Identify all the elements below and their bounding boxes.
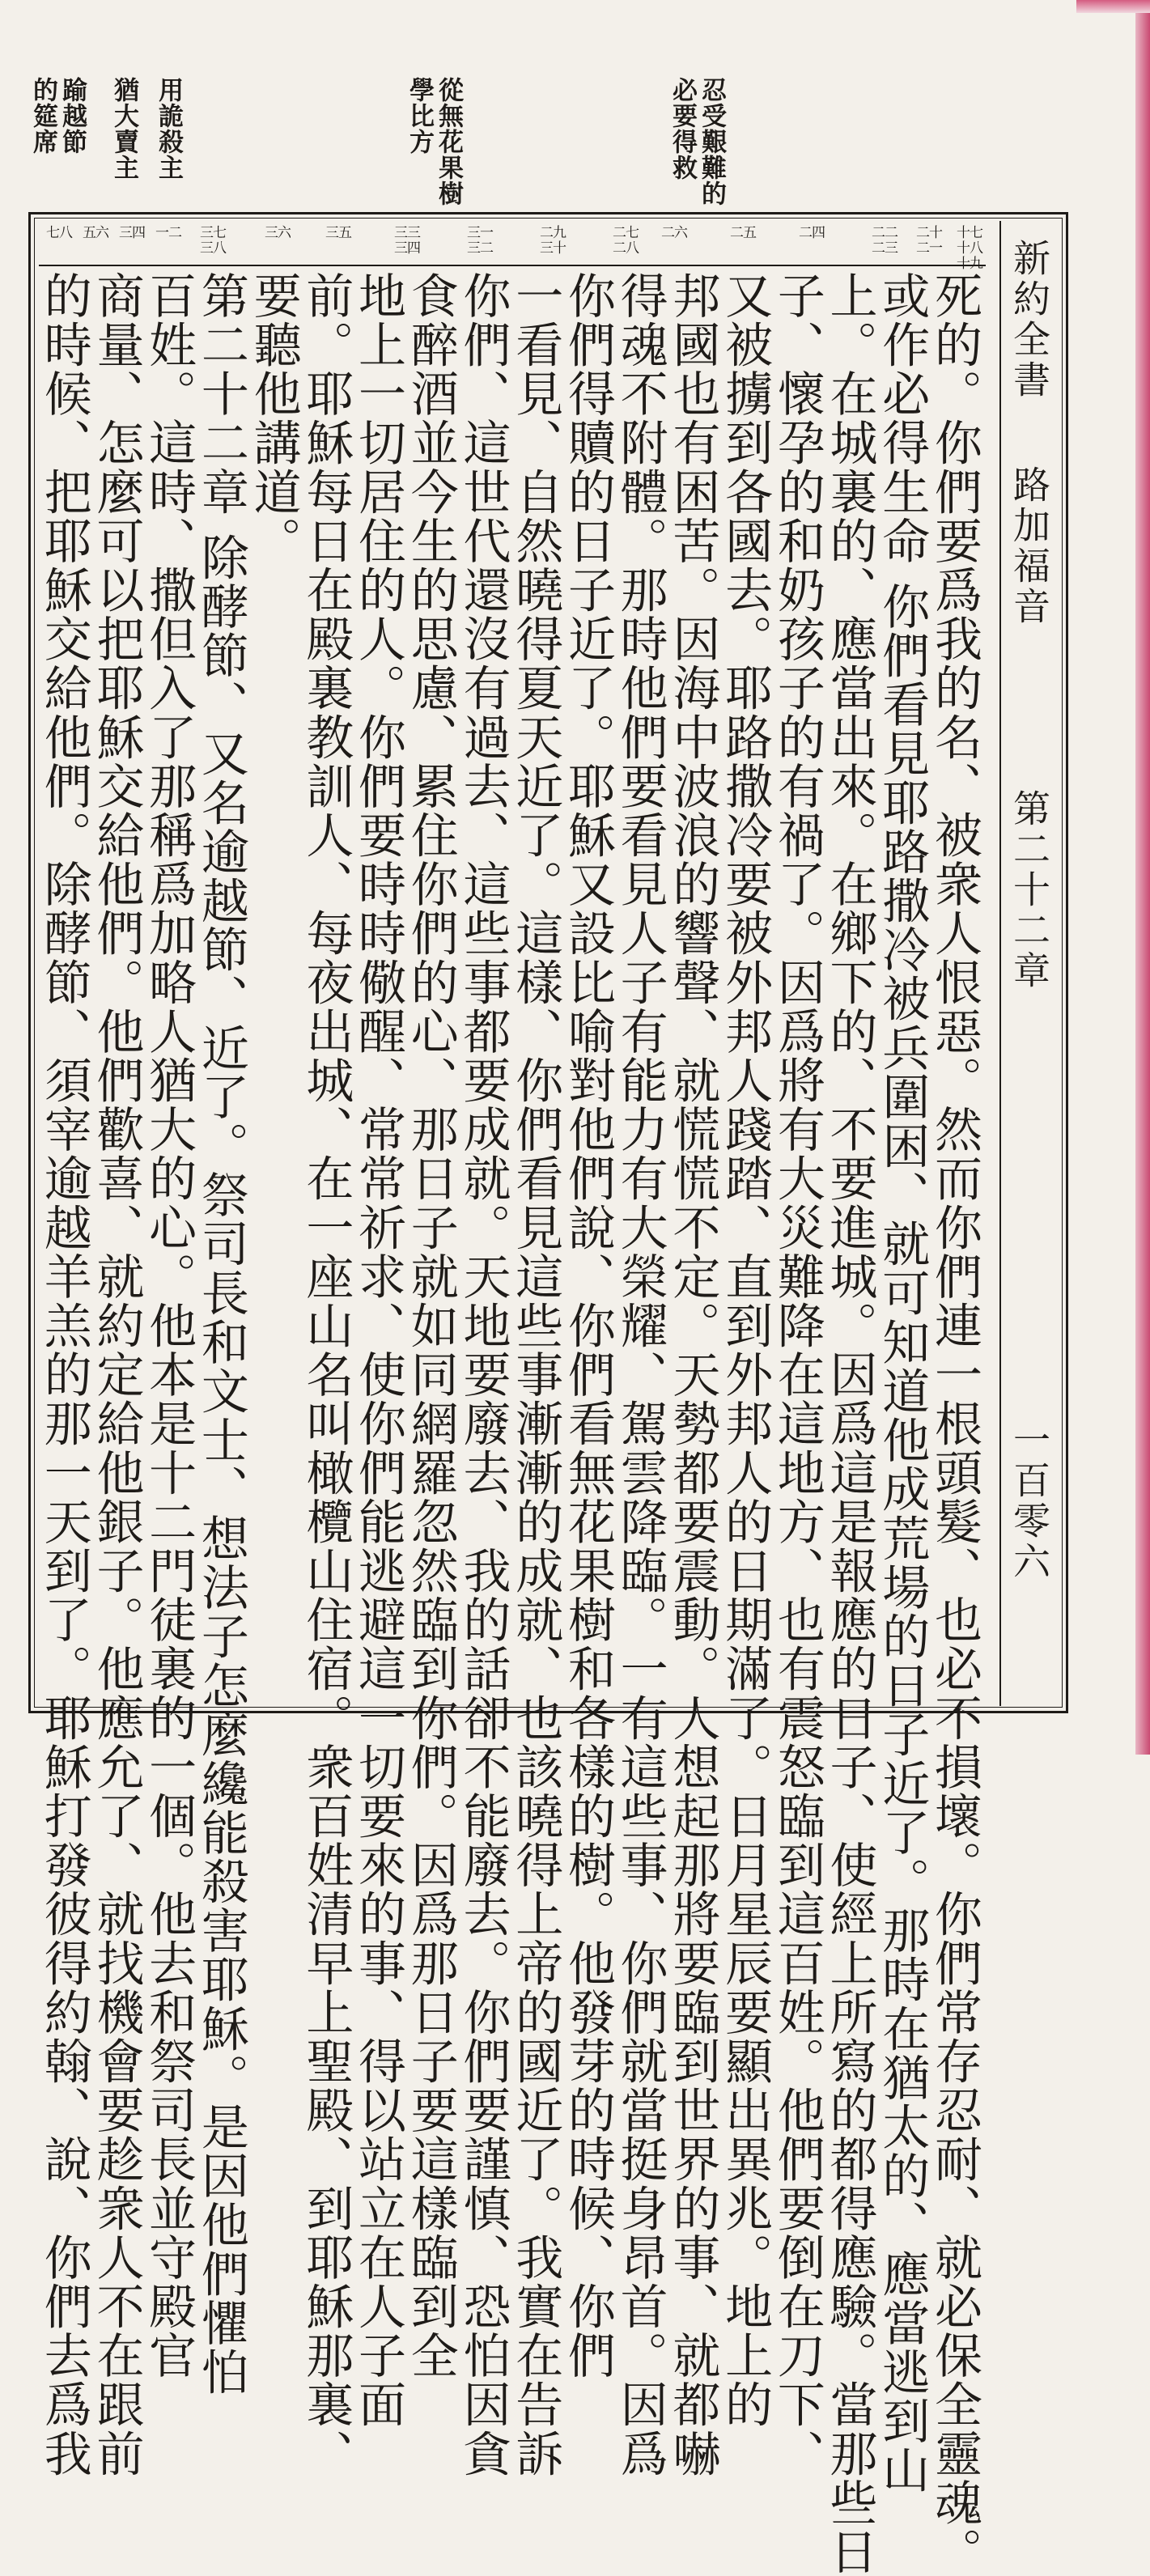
chapter-title: 第二十二章 xyxy=(1008,789,1051,991)
text-column: 百姓。這時、撒但入了那稱爲加略人猶大的心。他本是十二門徒裏的一個。他去和祭司長並守殿官 xyxy=(141,271,197,2380)
verse-number: 三四 xyxy=(119,225,145,241)
text-column: 又被擄到各國去。耶路撒冷要被外邦人踐踏、直到外邦人的日期滿了。日月星辰要顯出異兆。地上的 xyxy=(717,271,774,2430)
verse-number: 三五 xyxy=(325,225,351,241)
page-edge xyxy=(1135,0,1150,1755)
margin-note: 從無花果樹 學比方 xyxy=(405,77,463,206)
verse-number: 二五 xyxy=(730,225,756,241)
margin-note: 踰越節 的筵席 xyxy=(28,77,87,155)
verse-number: 二四 xyxy=(799,225,825,241)
margin-note: 忍受艱難的 必要得救 xyxy=(668,77,726,206)
gospel-title: 路加福音 xyxy=(1008,465,1051,627)
verse-number: 七八 xyxy=(46,225,72,241)
text-column: 死的。你們要爲我的名、被衆人恨惡。然而你們連一根頭髮、也必不損壞。你們常存忍耐、就必保全靈魂。 xyxy=(926,271,982,2576)
verse-number: 三七 三八 xyxy=(200,225,226,257)
page-number: 一百零六 xyxy=(1008,1420,1051,1582)
text-column: 一看見、自然曉得夏天近了。這樣、你們看見這些事漸漸的成就、也該曉得上帝的國近了。我實在告訴 xyxy=(507,271,564,2478)
text-column: 上。在城裏的、應當出來。在鄉下的、不要進城。因爲這是報應的日子、使經上所寫的都得應驗。當那些日 xyxy=(821,271,878,2576)
verse-number: 三三 三四 xyxy=(394,225,420,257)
text-column: 食醉酒並今生的思慮、累住你們的心、那日子就如同網羅忽然臨到你們。因爲那日子要這樣臨到全 xyxy=(402,271,459,2380)
text-column: 你們、這世代還沒有過去、這些事都要成就。天地要廢去、我的話卻不能廢去。你們要謹慎、恐怕因貪 xyxy=(455,271,511,2478)
text-column: 要聽他講道。 xyxy=(245,271,302,566)
verse-number-strip xyxy=(39,223,986,272)
text-columns xyxy=(36,271,987,2576)
verse-number: 三一 三二 xyxy=(467,225,493,257)
verse-number: 二十 二一 xyxy=(916,225,942,257)
text-column: 前。耶穌每日在殿裏教訓人、每夜出城、在一座山名叫橄欖山住宿。衆百姓清早上聖殿、到耶穌那裏、 xyxy=(298,271,354,2478)
text-column: 地上一切居住的人。你們要時時儆醒、常常祈求、使你們能逃避這一切要來的事、得以站立在人子面 xyxy=(350,271,407,2430)
page-edge-top xyxy=(1076,0,1150,13)
verse-number: 二九 三十 xyxy=(540,225,566,257)
text-column: 商量、怎麼可以把耶穌交給他們。他們歡喜、就約定給他銀子。他應允了、就找機會要趁衆人不在跟前 xyxy=(88,271,145,2478)
text-column: 第二十二章 除酵節、又名逾越節、近了。祭司長和文士、想法子怎麼纔能殺害耶穌。是因他們懼怕 xyxy=(193,271,249,2397)
margin-note: 猶大賣主 xyxy=(109,77,138,180)
text-frame xyxy=(28,212,1068,2576)
verse-number: 五六 xyxy=(83,225,108,241)
verse-number: 十七 十八 十九 xyxy=(957,225,982,272)
verse-number: 二二 二三 xyxy=(872,225,898,257)
margin-note: 用詭殺主 xyxy=(154,77,183,180)
text-column: 子、懷孕的和奶孩子的有禍了。因爲將有大災難降在這地方、也有震怒臨到這百姓。他們要倒在刀下、 xyxy=(769,271,825,2478)
text-column: 得魂不附體。那時他們要看見人子有能力有大榮耀、駕雲降臨。一有這些事、你們就當挺身昂首。因爲 xyxy=(612,271,668,2478)
margin-notes xyxy=(28,77,999,219)
verse-number: 一二 xyxy=(155,225,181,241)
text-column: 或作必得生命 你們看見耶路撒冷被兵圍困、就可知道他成荒場的日子近了。那時在猶太的、應當逃到山 xyxy=(874,271,931,2495)
running-header xyxy=(1006,239,1056,1687)
text-column: 的時候、把耶穌交給他們。除酵節、須宰逾越羊羔的那一天到了。耶穌打發彼得約翰、說、你們去爲我 xyxy=(36,271,92,2478)
verse-number: 三六 xyxy=(265,225,291,241)
book-title: 新約全書 xyxy=(1008,239,1051,401)
text-column: 你們得贖的日子近了。耶穌又設比喻對他們說、你們看無花果樹和各樣的樹。他發芽的時候、你們 xyxy=(559,271,616,2380)
text-column: 邦國也有困苦。因海中波浪的響聲、就慌慌不定。天勢都要震動。人想起那將要臨到世界的事、就都嚇 xyxy=(664,271,721,2478)
header-divider xyxy=(999,221,1001,1706)
verse-number: 二六 xyxy=(661,225,687,241)
verse-number: 二七 二八 xyxy=(613,225,639,257)
